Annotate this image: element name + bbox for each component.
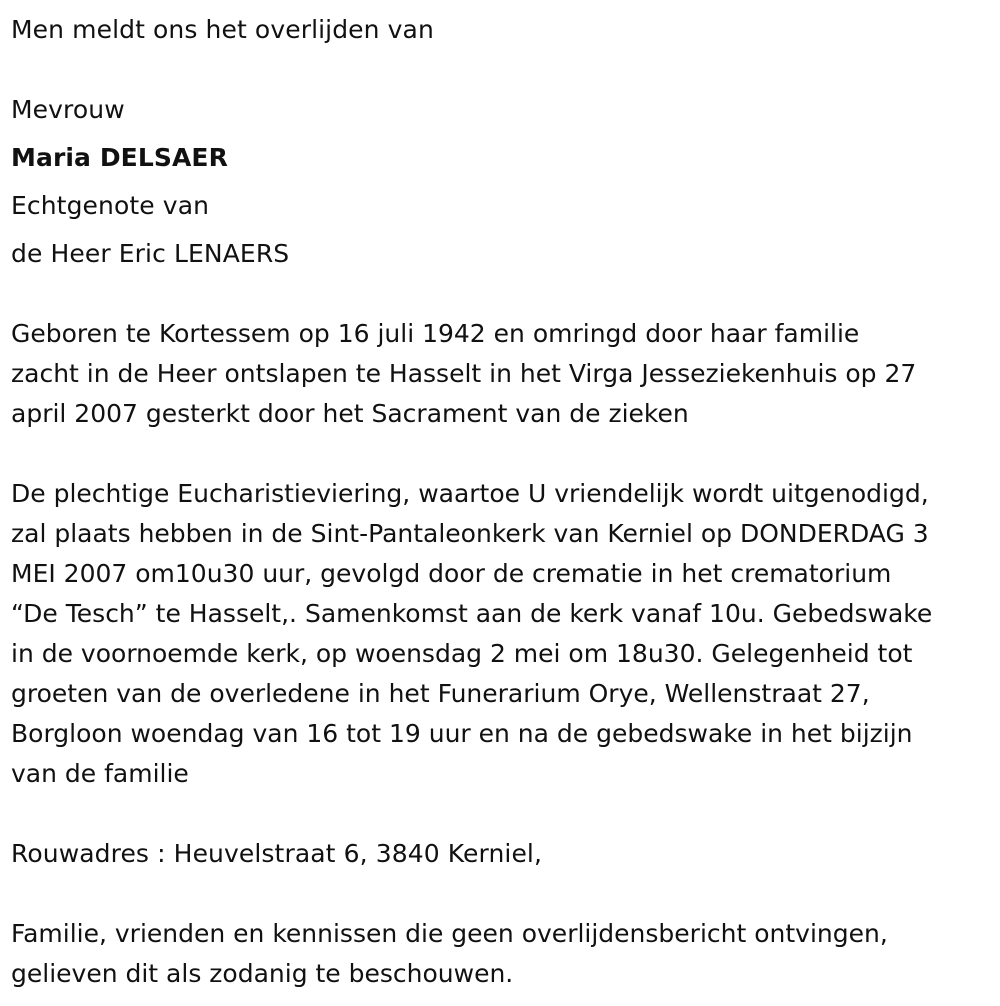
ceremony-line: van de familie [11,759,189,788]
birth-line: april 2007 gesterkt door het Sacrament van de zieken [11,399,689,428]
mourning-address: Rouwadres : Heuvelstraat 6, 3840 Kerniel, [11,839,543,868]
ceremony-line: in de voornoemde kerk, op woensdag 2 mei om 18u30. Gelegenheid tot [11,639,913,668]
salutation: Mevrouw [11,95,125,124]
spouse-name: de Heer Eric LENAERS [11,239,290,268]
deceased-name: Maria DELSAER [11,143,228,172]
ceremony-line: MEI 2007 om10u30 uur, gevolgd door de crematie in het crematorium [11,559,892,588]
birth-line: zacht in de Heer ontslapen te Hasselt in het Virga Jesseziekenhuis op 27 [11,359,917,388]
ceremony-paragraph [11,474,990,794]
ceremony-line: “De Tesch” te Hasselt,. Samenkomst aan de kerk vanaf 10u. Gebedswake [11,599,933,628]
birth-paragraph [11,314,990,434]
closing-line: gelieven dit als zodanig te beschouwen. [11,959,514,988]
ceremony-line: De plechtige Eucharistieviering, waartoe U vriendelijk wordt uitgenodigd, [11,479,929,508]
ceremony-line: groeten van de overledene in het Funerarium Orye, Wellenstraat 27, [11,679,870,708]
birth-line: Geboren te Kortessem op 16 juli 1942 en omringd door haar familie [11,319,860,348]
closing-line: Familie, vrienden en kennissen die geen overlijdensbericht ontvingen, [11,919,888,948]
closing-paragraph [11,914,990,994]
ceremony-line: Borgloon woendag van 16 tot 19 uur en na de gebedswake in het bijzijn [11,719,913,748]
relation-text: Echtgenote van [11,191,210,220]
ceremony-line: zal plaats hebben in de Sint-Pantaleonkerk van Kerniel op DONDERDAG 3 [11,519,929,548]
intro-text: Men meldt ons het overlijden van [11,15,434,44]
